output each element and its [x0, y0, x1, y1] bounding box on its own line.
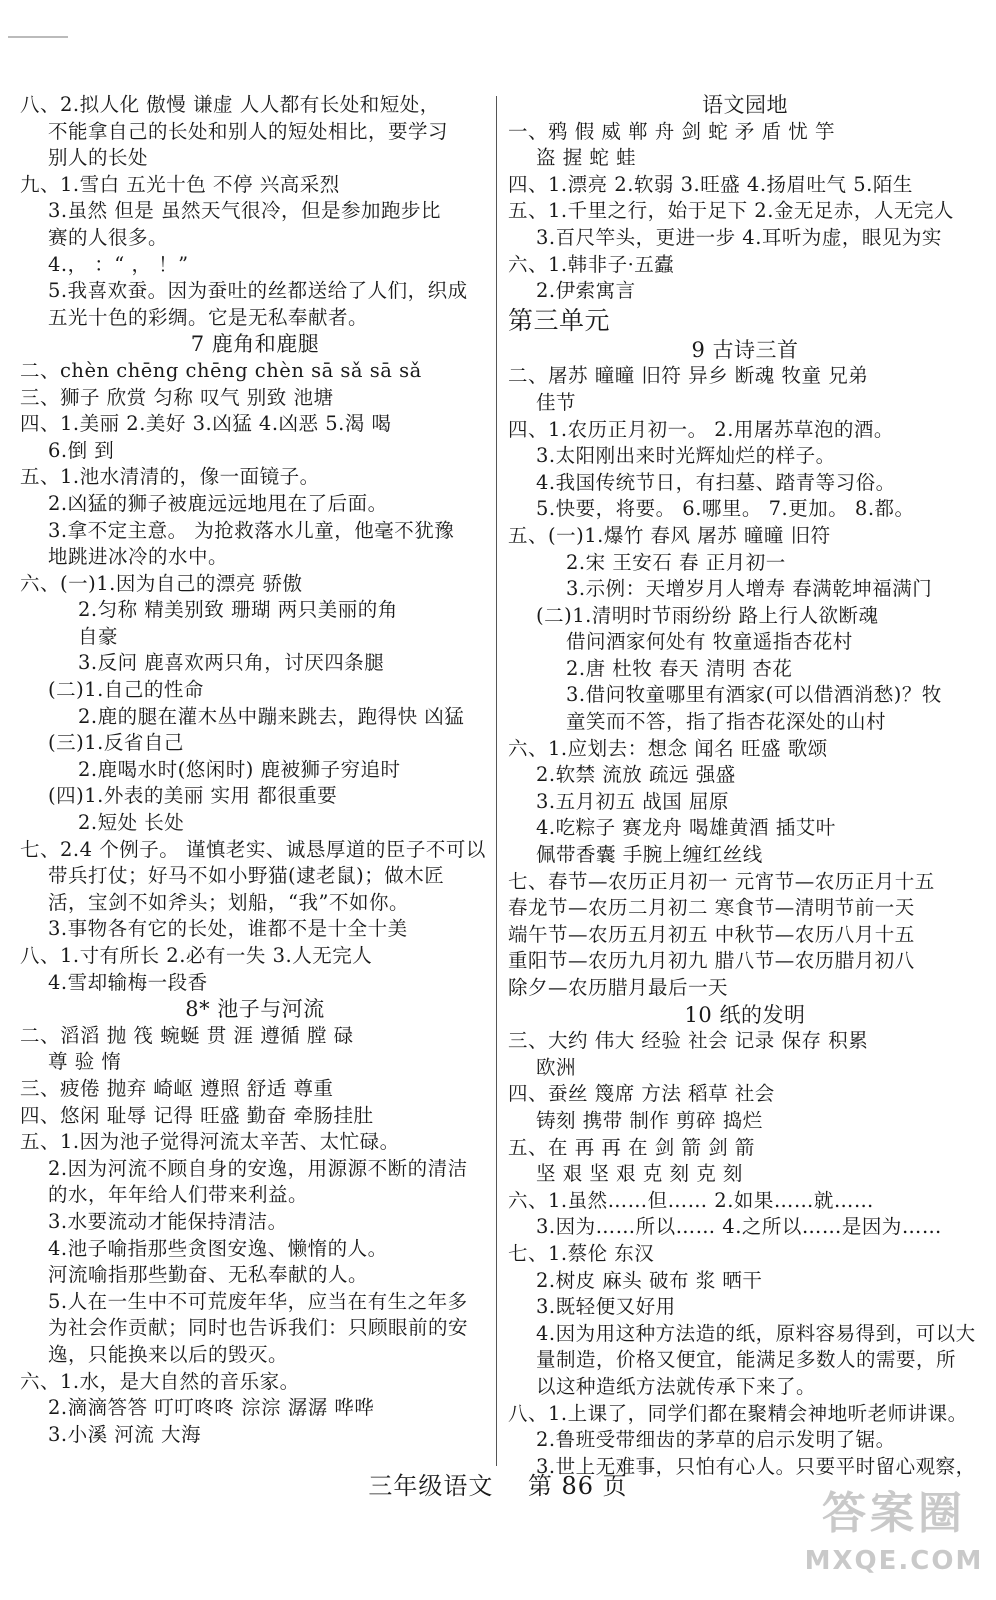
- right-column: [508, 92, 982, 1480]
- answer-line: 3.因为……所以…… 4.之所以……是因为……: [536, 1215, 942, 1239]
- answer-line: 五、1.池水清清的，像一面镜子。: [20, 465, 320, 489]
- answer-line: 3.事物各有它的长处，谁都不是十全十美: [48, 917, 408, 941]
- answer-line: 四、1.漂亮 2.软弱 3.旺盛 4.扬眉吐气 5.陌生: [508, 172, 913, 196]
- answer-line: 六、1.水，是大自然的音乐家。: [20, 1369, 300, 1393]
- answer-line: 2.短处 长处: [78, 811, 185, 835]
- footer-page-number: 86: [561, 1472, 595, 1500]
- section-heading: 7 鹿角和鹿腿: [190, 332, 320, 357]
- section-heading: 语文园地: [702, 93, 788, 117]
- answer-line: 三、疲倦 抛弃 崎岖 遵照 舒适 尊重: [20, 1076, 334, 1100]
- answer-line: (四)1.外表的美丽 实用 都很重要: [48, 784, 338, 808]
- answer-line: (二)1.自己的性命: [48, 678, 204, 702]
- answer-line: 一、鸦 假 威 郸 舟 剑 蛇 矛 盾 忧 竽: [508, 119, 835, 143]
- answer-line: 4.池子喻指那些贪图安逸、懒惰的人。: [48, 1236, 388, 1260]
- answer-line: 五、在 再 再 在 剑 箭 剑 箭: [508, 1135, 755, 1159]
- section-heading: 9 古诗三首: [691, 337, 799, 362]
- section-heading: 第三单元: [508, 305, 611, 335]
- answer-line: 4.雪却输梅一段香: [48, 970, 208, 994]
- answer-line: 四、悠闲 耻辱 记得 旺盛 勤奋 牵肠挂肚: [20, 1103, 374, 1127]
- answer-line: 2.滴滴答答 叮叮咚咚 淙淙 潺潺 哗哗: [48, 1396, 375, 1420]
- answer-line: 5.我喜欢蚕。因为蚕吐的丝都送给了人们，织成: [48, 279, 468, 303]
- answer-line: 4.吃粽子 赛龙舟 喝雄黄酒 插艾叶: [536, 816, 836, 840]
- answer-line: 春龙节—农历二月初二 寒食节—清明节前一天: [508, 896, 915, 920]
- answer-line: 3.太阳刚出来时光辉灿烂的样子。: [536, 444, 836, 468]
- answer-line: 3.水要流动才能保持清洁。: [48, 1209, 288, 1233]
- answer-line: 2.唐 杜牧 春天 清明 杏花: [566, 656, 793, 680]
- answer-line: 重阳节—农历九月初九 腊八节—农历腊月初八: [508, 949, 915, 973]
- answer-line: 二、chèn chēng chēng chèn sā sǎ sā sǎ: [20, 358, 422, 382]
- watermark-title: 答案圈: [822, 1488, 966, 1539]
- answer-line: 除夕—农历腊月最后一天: [508, 976, 729, 999]
- answer-line: 童笑而不答，指了指杏花深处的山村: [566, 710, 887, 734]
- footer-page-prefix: 第: [527, 1472, 553, 1500]
- answer-line: 以这种造纸方法就传承下来了。: [536, 1374, 817, 1398]
- answer-line: 铸刻 携带 制作 剪碎 捣烂: [536, 1108, 763, 1132]
- answer-line: 3.世上无难事，只怕有心人。只要平时留心观察，: [536, 1454, 976, 1478]
- answer-line: 二、滔滔 抛 筏 蜿蜒 贯 涯 遵循 膛 碌: [20, 1023, 354, 1047]
- answer-line: 坚 艰 坚 艰 克 刻 克 刻: [536, 1162, 743, 1186]
- watermark-domain: MXQE.COM: [804, 1546, 984, 1576]
- answer-line: 五、(一)1.爆竹 春风 屠苏 曈曈 旧符: [508, 523, 831, 547]
- answer-line: 为社会作贡献；同时也告诉我们：只顾眼前的安: [48, 1316, 469, 1340]
- answer-line: 盗 握 蛇 蛙: [536, 146, 637, 170]
- answer-line: 六、1.韩非子·五蠹: [508, 252, 675, 276]
- answer-line: 二、屠苏 曈曈 旧符 异乡 断魂 牧童 兄弟: [508, 364, 869, 388]
- answer-line: 七、2.4 个例子。 谨慎老实、诚恳厚道的臣子不可以: [20, 837, 486, 861]
- answer-line: 2.鲁班受带细齿的茅草的启示发明了锯。: [536, 1428, 896, 1452]
- answer-line: 3.既轻便又好用: [536, 1295, 676, 1319]
- answer-line: 河流喻指那些勤奋、无私奉献的人。: [48, 1263, 369, 1287]
- answer-line: 地跳进冰冷的水中。: [48, 545, 229, 569]
- answer-line: 尊 验 惰: [48, 1050, 122, 1074]
- answer-line: 量制造，价格又便宜，能满足多数人的需要，所: [536, 1348, 957, 1372]
- answer-line: 4.， ：“ ， ！”: [48, 252, 189, 276]
- answer-line: (三)1.反省自己: [48, 731, 184, 755]
- answer-line: 4.因为用这种方法造的纸，原料容易得到，可以大: [536, 1321, 976, 1345]
- answer-line: 八、1.寸有所长 2.必有一失 3.人无完人: [20, 944, 373, 967]
- answer-line: 的水，年年给人们带来利益。: [48, 1183, 309, 1207]
- answer-line: 借问酒家何处有 牧童遥指杏花村: [566, 630, 853, 654]
- answer-line: 欧洲: [536, 1055, 577, 1079]
- answer-line: 6.倒 到: [48, 438, 115, 462]
- answer-line: 别人的长处: [48, 146, 149, 170]
- watermark-logo: [798, 1484, 990, 1594]
- answer-line: 3.反问 鹿喜欢两只角，讨厌四条腿: [78, 651, 385, 675]
- answer-line: 四、1.美丽 2.美好 3.凶猛 4.凶恶 5.渴 喝: [20, 412, 392, 436]
- answer-line: 三、大约 伟大 经验 社会 记录 保存 积累: [508, 1029, 869, 1053]
- column-divider: [496, 96, 497, 1466]
- answer-line: 九、1.雪白 五光十色 不停 兴高采烈: [20, 172, 340, 196]
- answer-line: 端午节—农历五月初五 中秋节—农历八月十五: [508, 922, 915, 946]
- answer-line: 2.匀称 精美别致 珊瑚 两只美丽的角: [78, 598, 398, 622]
- answer-line: 5.快要，将要。 6.哪里。 7.更加。 8.都。: [536, 497, 915, 521]
- answer-line: 逸，只能换来以后的毁灭。: [48, 1342, 289, 1366]
- answer-line: 六、1.虽然……但…… 2.如果……就……: [508, 1188, 874, 1212]
- left-column: [20, 92, 490, 1448]
- answer-line: 2.凶猛的狮子被鹿远远地甩在了后面。: [48, 491, 388, 515]
- answer-line: (二)1.清明时节雨纷纷 路上行人欲断魂: [536, 603, 879, 627]
- answer-line: 五、1.千里之行，始于足下 2.金无足赤，人无完人: [508, 199, 954, 223]
- answer-line: 三、狮子 欣赏 匀称 叹气 别致 池塘: [20, 385, 334, 409]
- answer-line: 八、1.上课了，同学们都在聚精会神地听老师讲课。: [508, 1401, 968, 1425]
- answer-line: 3.示例：天增岁月人增寿 春满乾坤福满门: [566, 577, 933, 601]
- answer-line: 五光十色的彩绸。它是无私奉献者。: [48, 305, 369, 329]
- answer-line: 2.宋 王安石 春 正月初一: [566, 550, 786, 574]
- answer-line: 2.因为河流不顾自身的安逸，用源源不断的清洁: [48, 1156, 468, 1180]
- footer-subject: 三年级语文: [368, 1472, 494, 1500]
- answer-line: 自豪: [78, 624, 119, 648]
- answer-line: 带兵打仗；好马不如小野猫(逮老鼠)；做木匠: [48, 864, 445, 888]
- answer-line: 2.软禁 流放 疏远 强盛: [536, 763, 736, 787]
- answer-line: 2.树皮 麻头 破布 浆 晒干: [536, 1268, 763, 1292]
- answer-line: 3.拿不定主意。 为抢救落水儿童，他毫不犹豫: [48, 518, 455, 542]
- answer-line: 不能拿自己的长处和别人的短处相比，要学习: [48, 119, 449, 143]
- answer-line: 3.五月初五 战国 屈原: [536, 789, 730, 813]
- answer-line: 六、(一)1.因为自己的漂亮 骄傲: [20, 571, 303, 595]
- answer-line: 2.伊索寓言: [536, 279, 636, 303]
- section-heading: 8* 池子与河流: [185, 997, 325, 1022]
- answer-line: 七、1.蔡伦 东汉: [508, 1241, 655, 1265]
- answer-line: 5.人在一生中不可荒废年华，应当在有生之年多: [48, 1289, 468, 1313]
- answer-line: 赛的人很多。: [48, 225, 169, 249]
- answer-line: 佳节: [536, 390, 577, 414]
- answer-line: 五、1.因为池子觉得河流太辛苦、太忙碌。: [20, 1130, 400, 1154]
- section-heading: 10 纸的发明: [684, 1002, 806, 1027]
- answer-line: 2.鹿喝水时(悠闲时) 鹿被狮子穷追时: [78, 757, 401, 781]
- answer-line: 四、蚕丝 篾席 方法 稻草 社会: [508, 1082, 775, 1106]
- answer-line: 四、1.农历正月初一。 2.用屠苏草泡的酒。: [508, 417, 894, 441]
- answer-line: 3.百尺竿头，更进一步 4.耳听为虚，眼见为实: [536, 225, 942, 249]
- answer-line: 3.虽然 但是 虽然天气很冷，但是参加跑步比: [48, 199, 442, 223]
- answer-line: 3.小溪 河流 大海: [48, 1422, 202, 1446]
- answer-line: 3.借问牧童哪里有酒家(可以借酒消愁)？牧: [566, 683, 942, 707]
- footer-page-suffix: 页: [602, 1472, 628, 1500]
- answer-line: 4.我国传统节日，有扫墓、踏青等习俗。: [536, 470, 896, 494]
- answer-line: 八、2.拟人化 傲慢 谦虚 人人都有长处和短处，: [20, 93, 440, 116]
- answer-line: 七、春节—农历正月初一 元宵节—农历正月十五: [508, 869, 935, 893]
- answer-line: 佩带香囊 手腕上缠红丝线: [536, 843, 763, 867]
- answer-line: 活，宝剑不如斧头；划船，“我”不如你。: [48, 890, 409, 914]
- scan-edge-mark: [8, 36, 68, 38]
- answer-line: 六、1.应划去：想念 闻名 旺盛 歌颂: [508, 736, 828, 760]
- answer-line: 2.鹿的腿在灌木丛中蹦来跳去，跑得快 凶猛: [78, 704, 465, 728]
